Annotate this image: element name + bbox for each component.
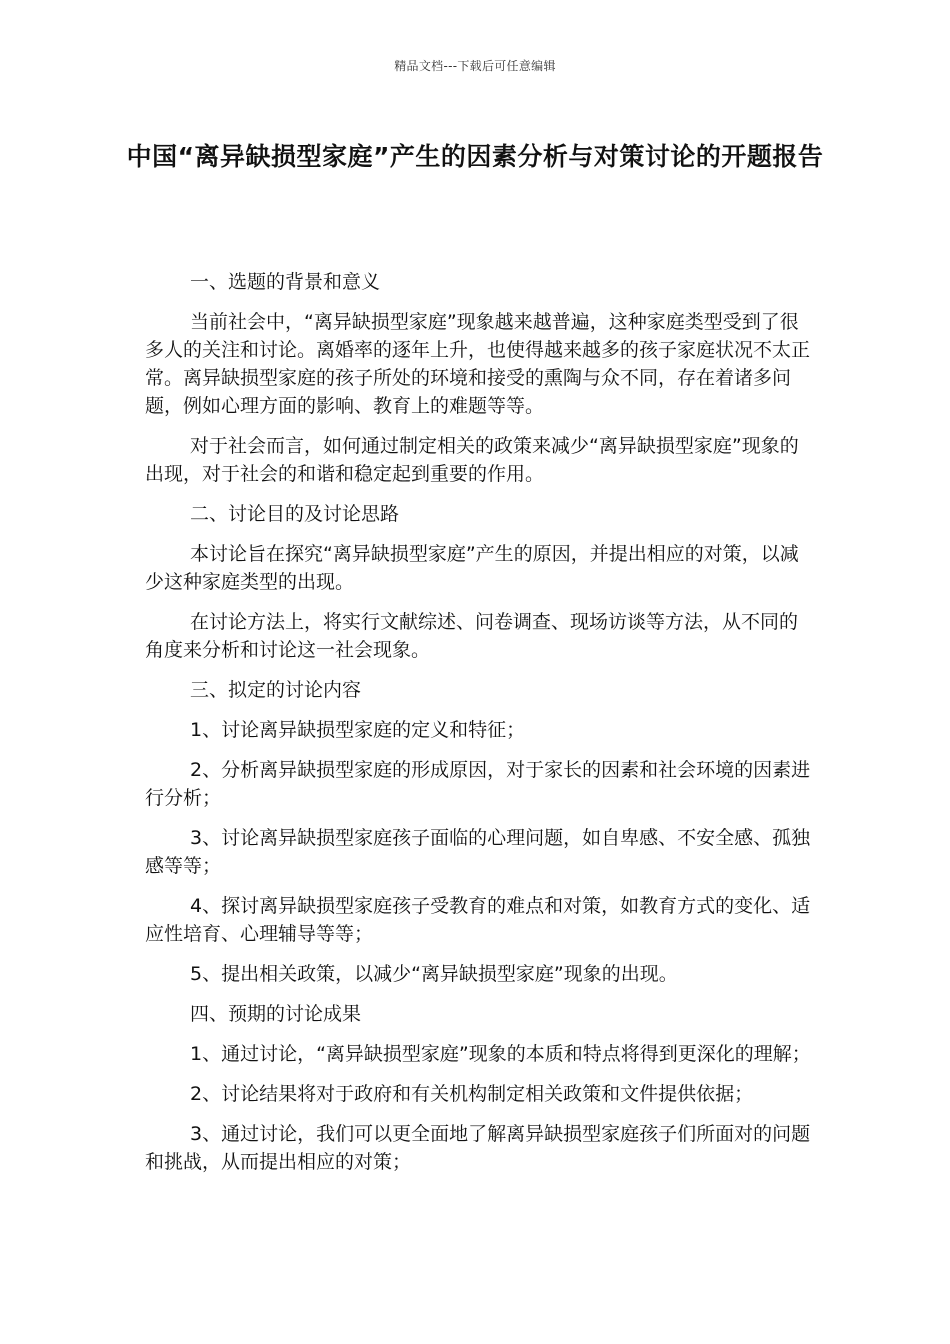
section-heading-1: 一、选题的背景和意义	[190, 271, 381, 293]
list-item: 1、通过讨论，“离异缺损型家庭”现象的本质和特点将得到更深化的理解；	[190, 1043, 811, 1065]
section-heading-4: 四、预期的讨论成果	[190, 1003, 362, 1025]
list-item: 3、通过讨论，我们可以更全面地了解离异缺损型家庭孩子们所面对的问题和挑战，从而提出相应的对策；	[145, 1123, 811, 1173]
document-body	[145, 268, 815, 1188]
section-heading-2: 二、讨论目的及讨论思路	[190, 503, 400, 525]
paragraph: 本讨论旨在探究“离异缺损型家庭”产生的原因，并提出相应的对策，以减少这种家庭类型的出现。	[145, 543, 799, 593]
header-note: 精品文档---下载后可任意编辑	[394, 59, 556, 73]
list-item: 3、讨论离异缺损型家庭孩子面临的心理问题，如自卑感、不安全感、孤独感等等；	[145, 827, 811, 877]
paragraph: 当前社会中，“离异缺损型家庭”现象越来越普遍，这种家庭类型受到了很多人的关注和讨论。离婚率的逐年上升，也使得越来越多的孩子家庭状况不太正常。离异缺损型家庭的孩子所处的环境和接受的熏陶与众不同，存在着诸多问题，例如心理方面的影响、教育上的难题等等。	[145, 311, 811, 417]
paragraph: 在讨论方法上，将实行文献综述、问卷调查、现场访谈等方法，从不同的角度来分析和讨论这一社会现象。	[145, 611, 799, 661]
list-item: 2、讨论结果将对于政府和有关机构制定相关政策和文件提供依据；	[190, 1083, 754, 1105]
list-item: 2、分析离异缺损型家庭的形成原因，对于家长的因素和社会环境的因素进行分析；	[145, 759, 811, 809]
list-item: 4、探讨离异缺损型家庭孩子受教育的难点和对策，如教育方式的变化、适应性培育、心理辅导等等；	[145, 895, 811, 945]
document-title: 中国“离异缺损型家庭”产生的因素分析与对策讨论的开题报告	[126, 142, 824, 171]
list-item: 5、提出相关政策，以减少“离异缺损型家庭”现象的出现。	[190, 963, 678, 985]
section-heading-3: 三、拟定的讨论内容	[190, 679, 362, 701]
paragraph: 对于社会而言，如何通过制定相关的政策来减少“离异缺损型家庭”现象的出现，对于社会的和谐和稳定起到重要的作用。	[145, 435, 799, 485]
list-item: 1、讨论离异缺损型家庭的定义和特征；	[190, 719, 526, 741]
